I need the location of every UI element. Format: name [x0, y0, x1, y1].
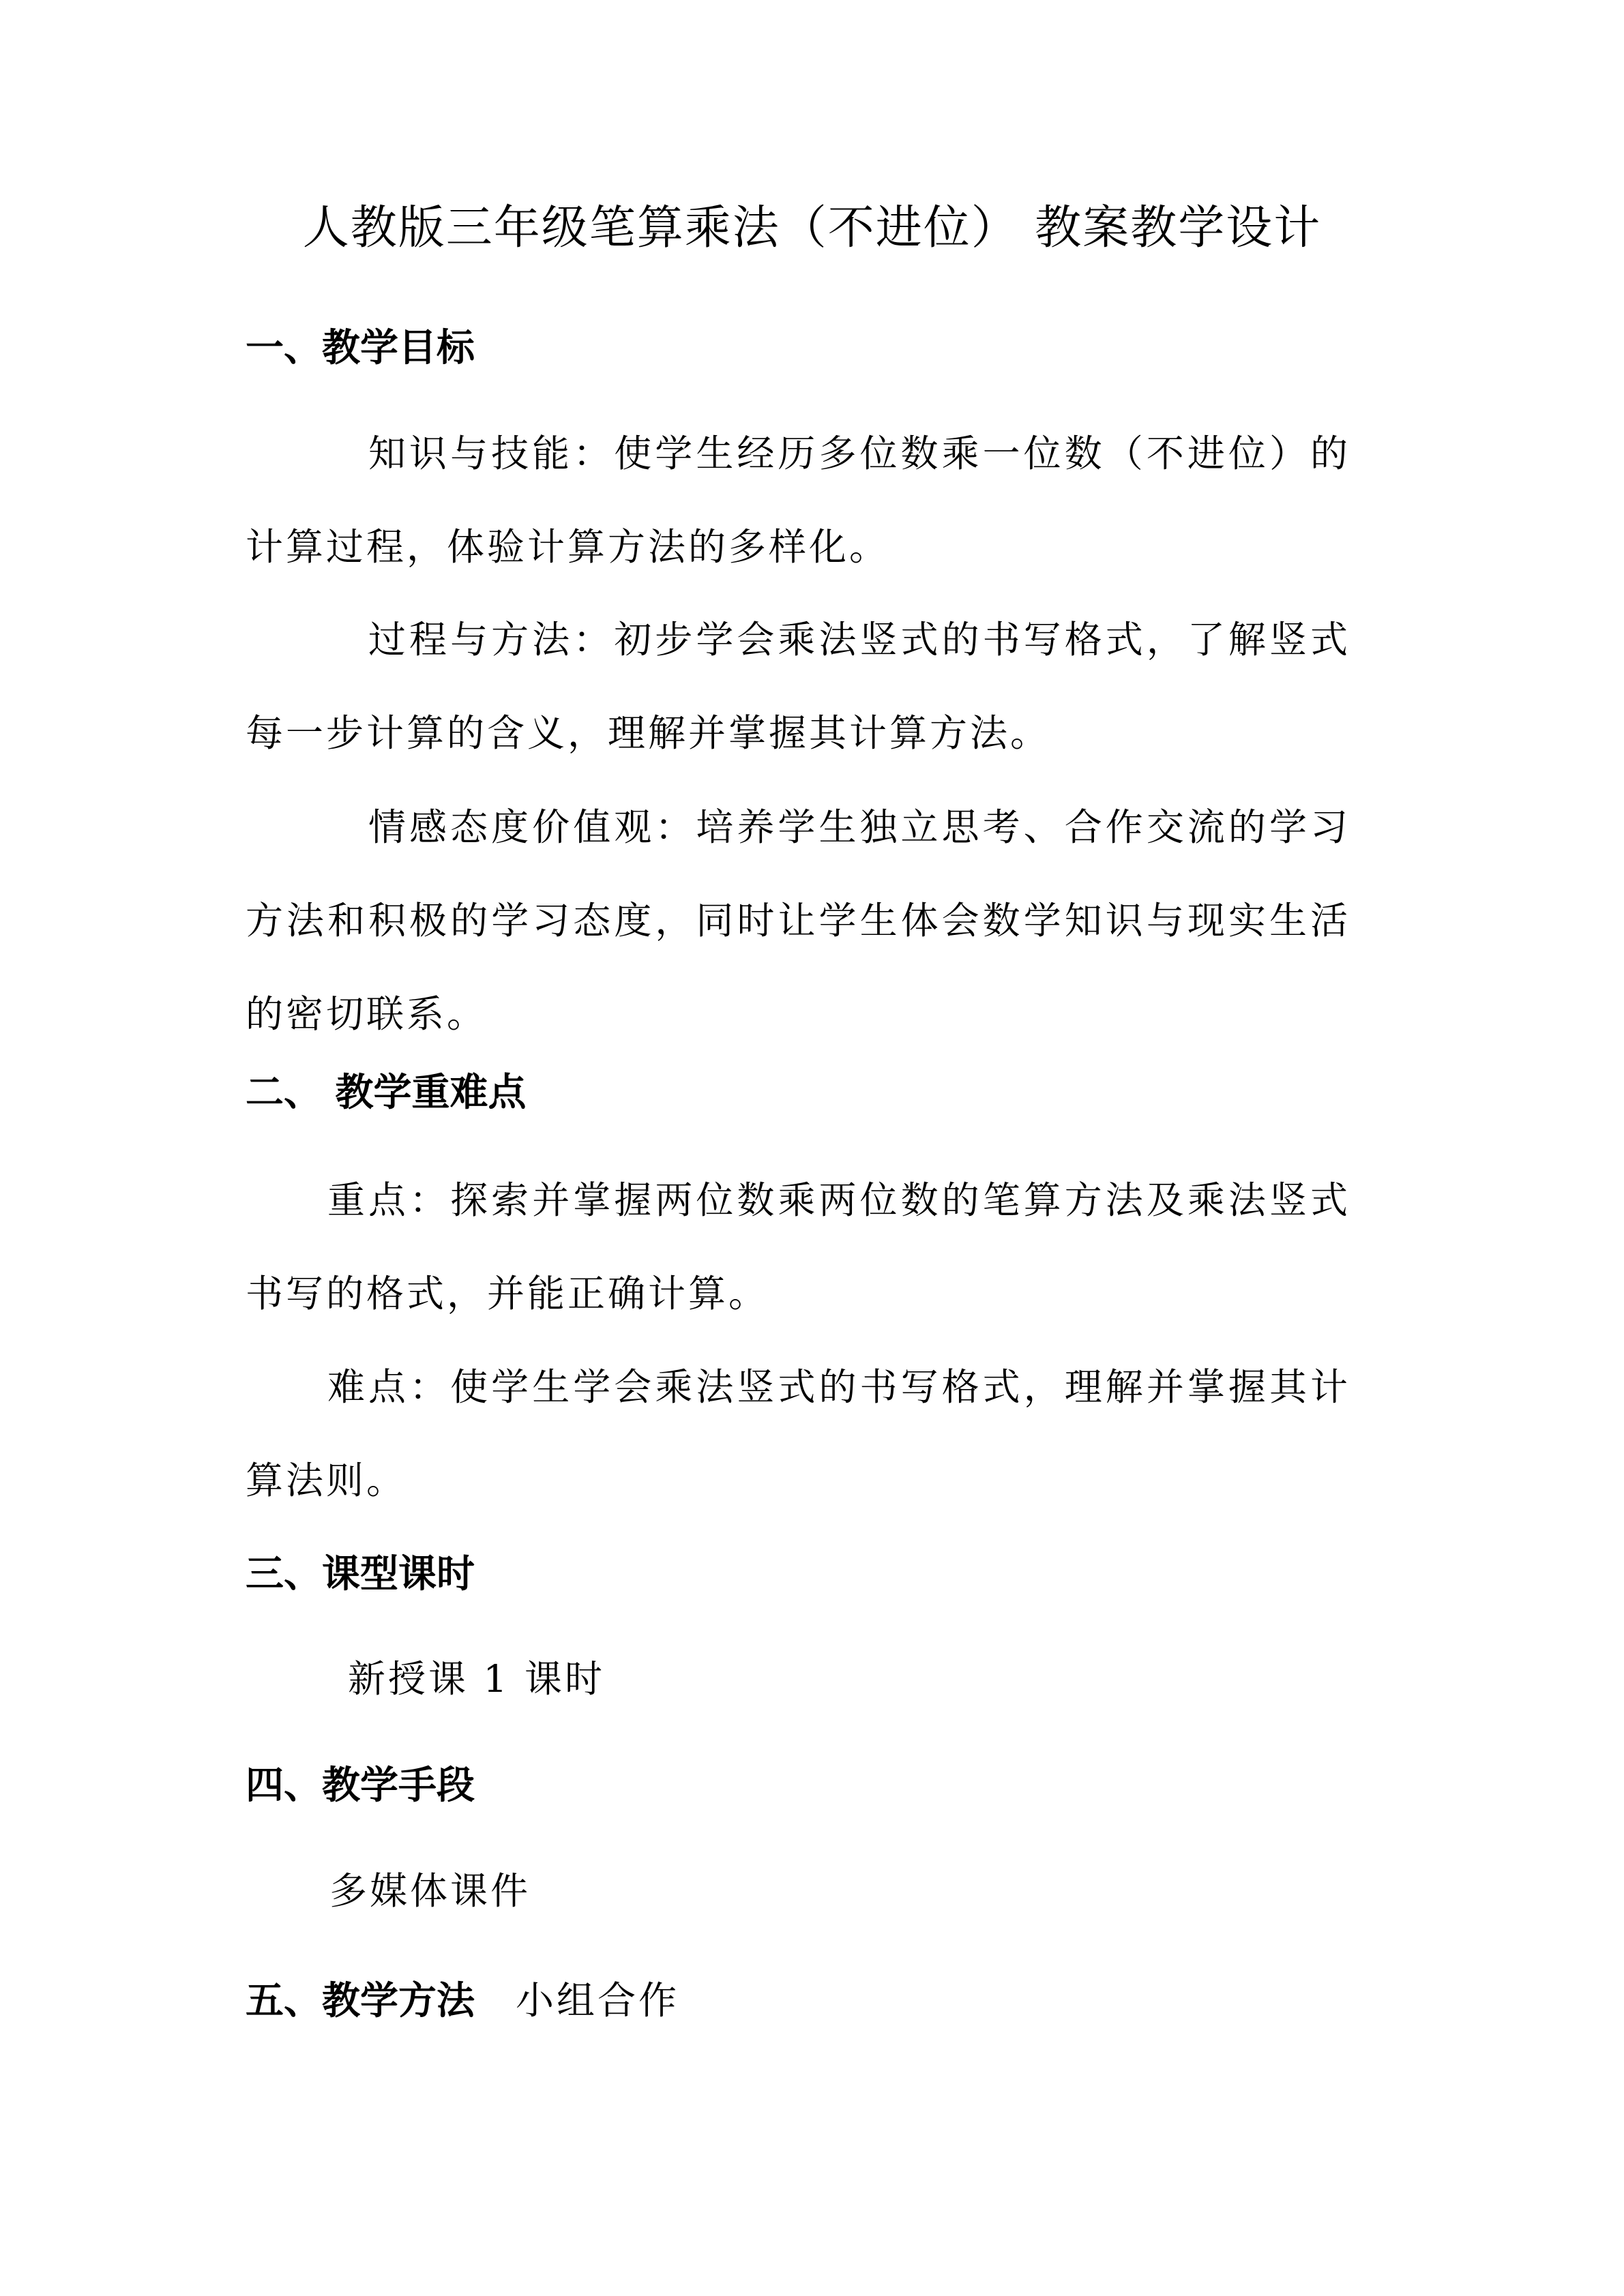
- section-heading-lesson-type: 三、课型课时: [246, 1551, 475, 1596]
- document-title: 人教版三年级笔算乘法（不进位） 教案教学设计: [302, 201, 1322, 255]
- paragraph-difficult-point: 难点：使学生学会乘法竖式的书写格式，理解并掌握其计算法则。: [246, 1365, 1350, 1502]
- section-heading-key-points: 二、 教学重难点: [246, 1070, 527, 1115]
- paragraph-key-point: 重点：探索并掌握两位数乘两位数的笔算方法及乘法竖式书写的格式，并能正确计算。: [246, 1178, 1350, 1315]
- lesson-type-text: 新授课 1 课时: [348, 1657, 605, 1701]
- teaching-methods-label: 五、教学方法: [246, 1978, 475, 2023]
- paragraph-knowledge-skills: 知识与技能：使学生经历多位数乘一位数（不进位）的计算过程，体验计算方法的多样化。: [246, 432, 1350, 569]
- paragraph-emotion-values: 情感态度价值观：培养学生独立思考、合作交流的学习方法和积极的学习态度，同时让学生体会数学知识与现实生活的密切联系。: [246, 805, 1350, 1036]
- section-heading-teaching-means: 四、教学手段: [246, 1763, 475, 1808]
- section-heading-objectives: 一、教学目标: [246, 325, 475, 370]
- section-heading-teaching-methods: [246, 1973, 679, 2029]
- paragraph-process-methods: 过程与方法：初步学会乘法竖式的书写格式，了解竖式每一步计算的含义，理解并掌握其计算方法。: [246, 618, 1350, 755]
- teaching-methods-text: 小组合作: [516, 1979, 679, 2023]
- teaching-means-text: 多媒体课件: [329, 1869, 531, 1913]
